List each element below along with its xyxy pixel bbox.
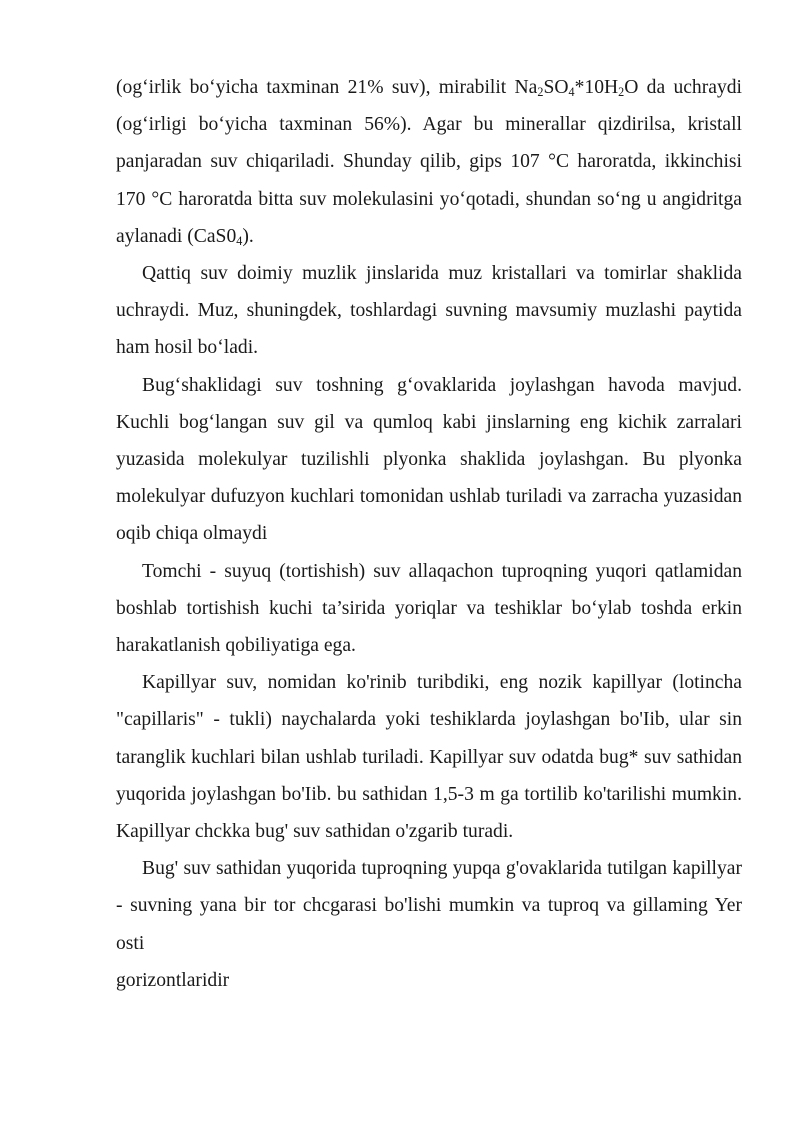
paragraph-capillary-fringe: Bug' suv sathidan yuqorida tuproqning yupqa g'ovaklarida tutilgan kapillyar - suvning yana bir tor chcgarasi bo'lishi mumkin va tuproq va gillaming Yer osti <box>116 858 742 954</box>
text-run: SO <box>543 77 569 98</box>
paragraph-gypsum-mirabilite <box>116 69 742 255</box>
text-run: *10H <box>574 77 619 98</box>
chemical-subscript: 4 <box>236 233 243 248</box>
paragraph-solid-water: Qattiq suv doimiy muzlik jinslarida muz kristallari va tomirlar shaklida uchraydi. Muz, shuningdek, toshlardagi suvning mavsumiy muzlashi paytida ham hosil bo‘ladi. <box>116 263 742 359</box>
text-run: ). <box>242 225 254 247</box>
chemical-subscript: 2 <box>537 85 544 100</box>
text-run: (og‘irlik bo‘yicha taxminan 21% suv), mirabilit Na <box>116 77 538 98</box>
paragraph-gravitational-water: Tomchi - suyuq (tortishish) suv allaqachon tuproqning yuqori qatlamidan boshlab tortishish kuchi ta’sirida yoriqlar va teshiklar bo‘ylab toshda erkin harakatlanish qobiliyatiga ega. <box>116 560 742 657</box>
chemical-subscript: 2 <box>618 85 625 100</box>
chemical-subscript: 4 <box>568 85 575 100</box>
document-body <box>116 69 742 999</box>
paragraph-vapor-bound-water: Bug‘shaklidagi suv toshning g‘ovaklarida joylashgan havoda mavjud. Kuchli bog‘langan suv gil va qumloq kabi jinslarning eng kichik zarralari yuzasida molekulyar tuzilishli plyonka shaklida joylashgan. Bu plyonka molekulyar dufuzyon kuchlari tomonidan ushlab turiladi va zarracha yuzasidan oqib chiqa olmaydi <box>116 374 742 545</box>
paragraph-capillary-water: Kapillyar suv, nomidan ko'rinib turibdiki, eng nozik kapillyar (lotincha "capillaris" - tukli) naychalarda yoki teshiklarda joylashgan bo'Iib, ular sin taranglik kuchlari bilan ushlab turiladi. Kapillyar suv odatda bug* suv sathidan yuqorida joylashgan bo'Iib. bu sathidan 1,5-3 m ga tortilib ko'tarilishi mumkin. Kapillyar chckka bug' suv sathidan o'zgarib turadi. <box>116 672 742 843</box>
text-run: O da uchraydi (og‘irligi bo‘yicha taxminan 56%). Agar bu minerallar qizdirilsa, kristall panjaradan suv chiqariladi. Shunday qilib, gips 107 °C haroratda, ikkinchisi 170 °C haroratda bitta suv molekulasini yo‘qotadi, shundan so‘ng u angidritga aylanadi (CaS0 <box>116 77 742 247</box>
trailing-line: gorizontlaridir <box>116 969 230 991</box>
